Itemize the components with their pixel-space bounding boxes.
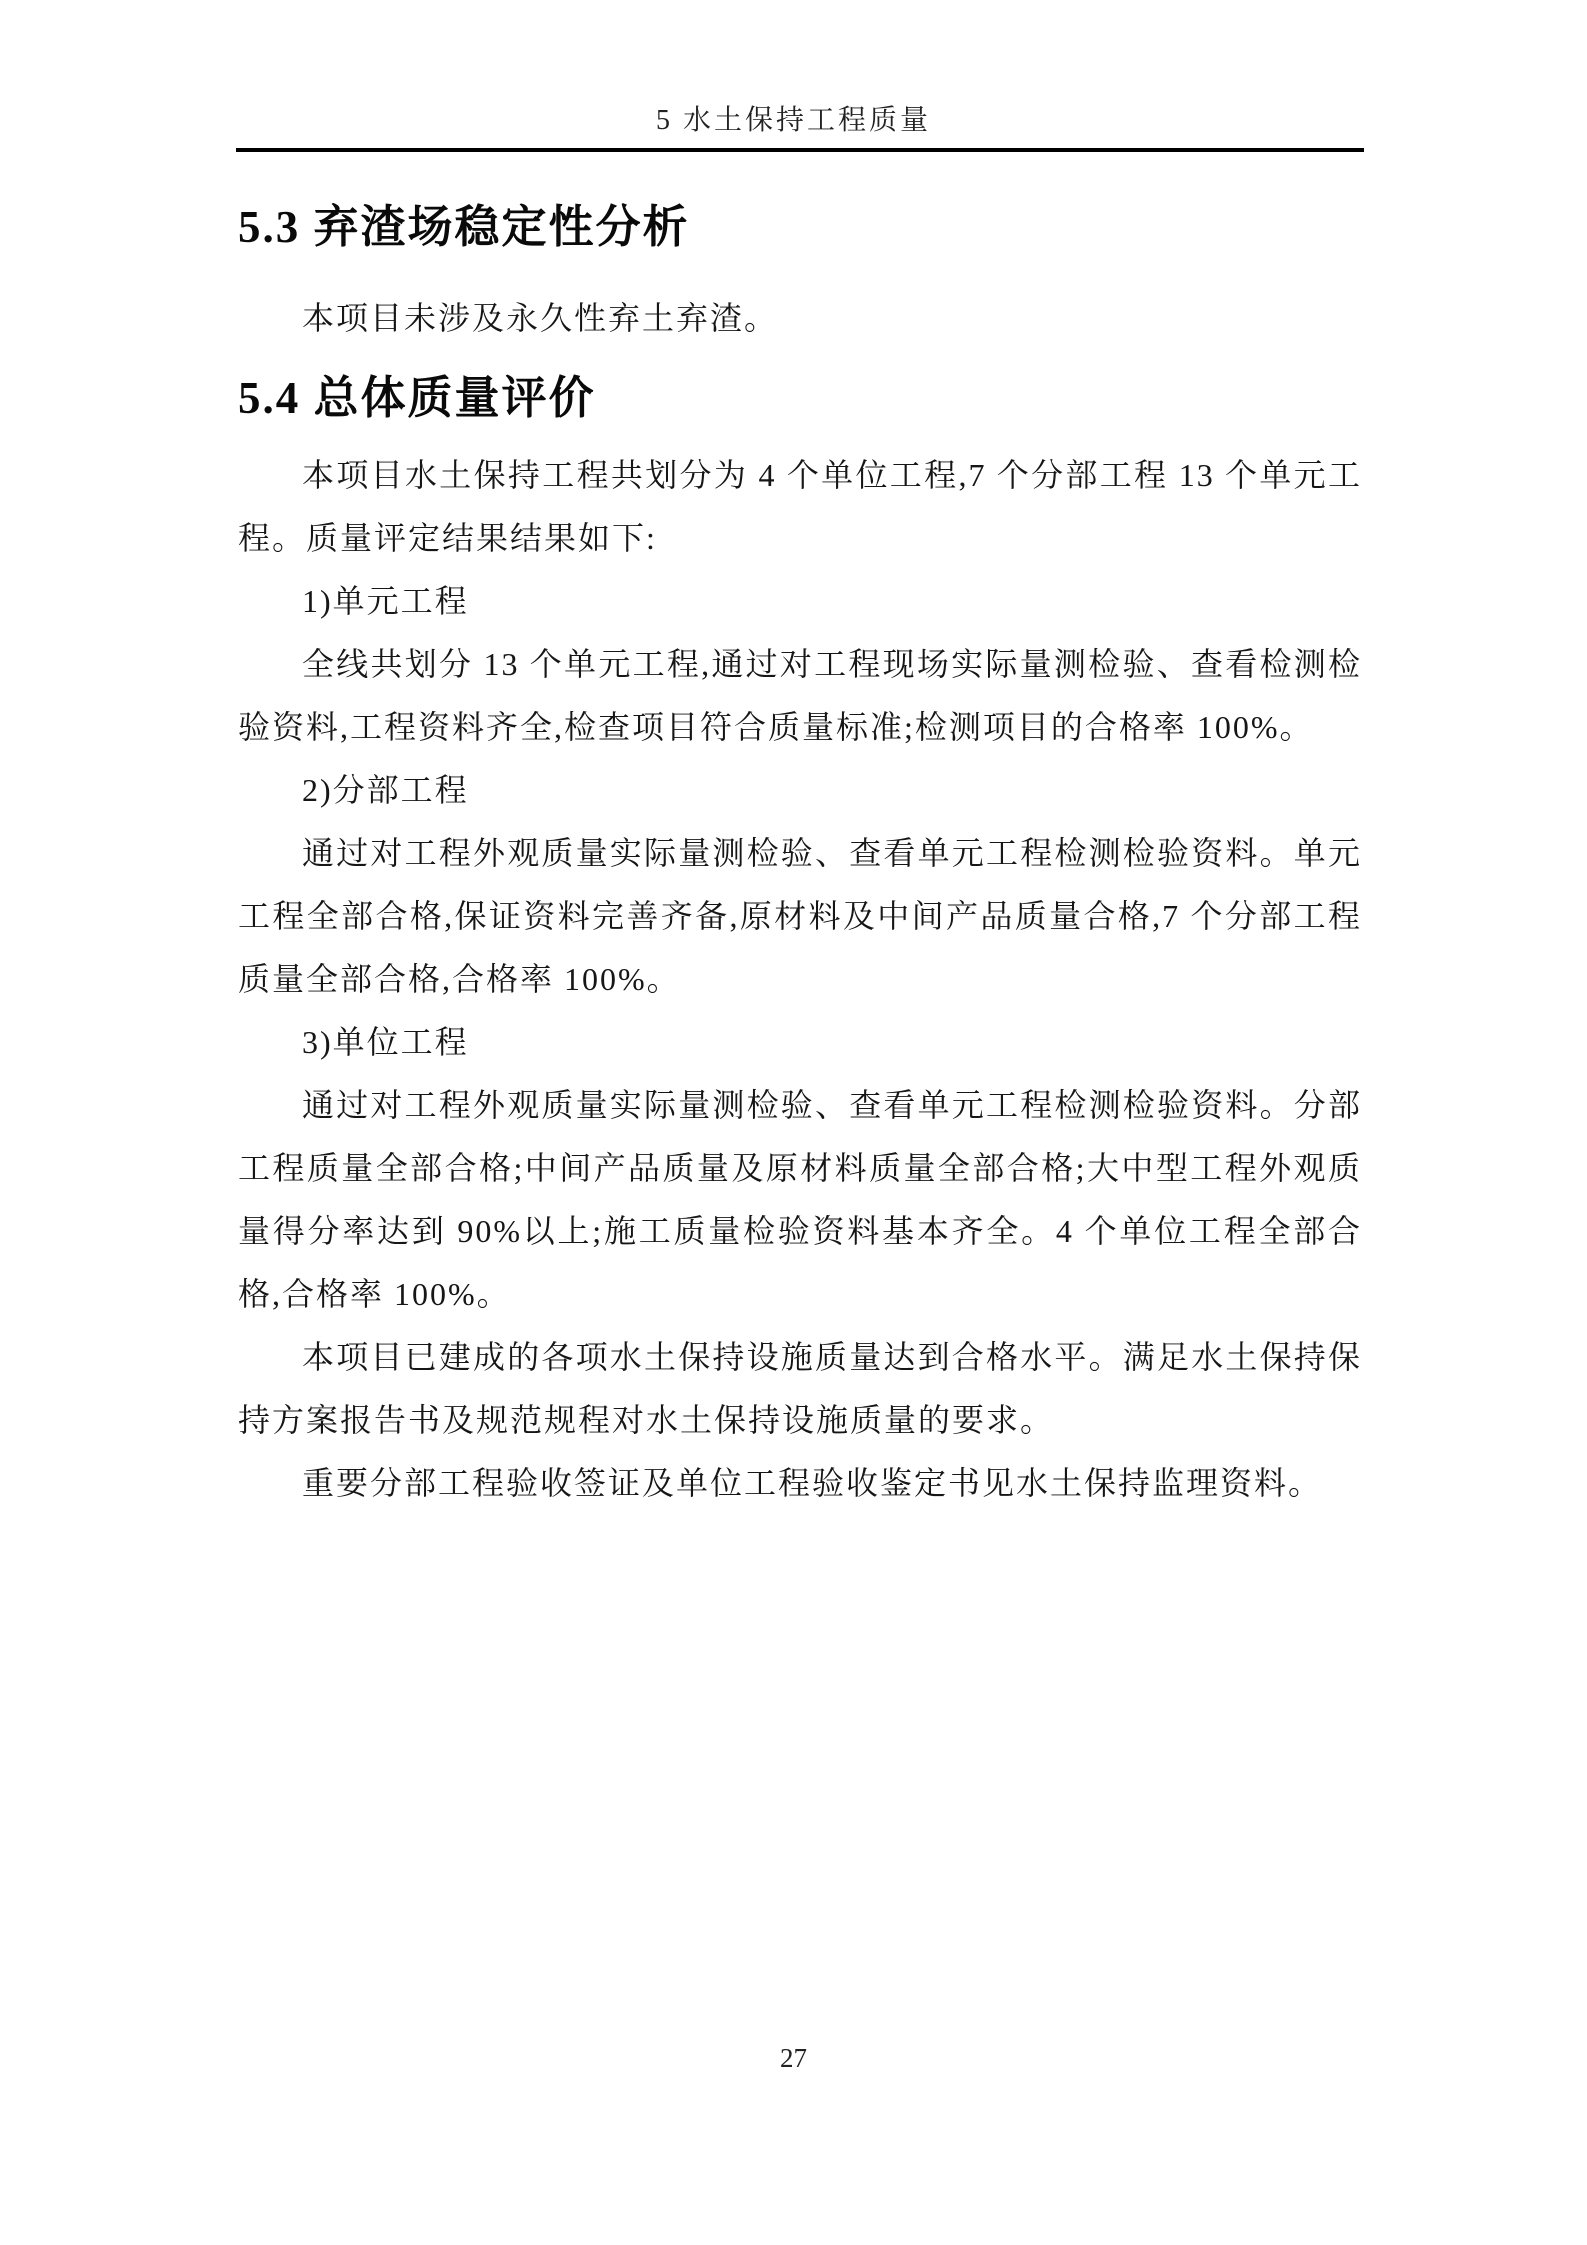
list-item-2-division-works: 2)分部工程 xyxy=(302,772,469,808)
paragraph-unit-project-detail: 通过对工程外观质量实际量测检验、查看单元工程检测检验资料。分部工程质量全部合格;中间产品质量及原材料质量全部合格;大中型工程外观质量得分率达到 90%以上;施工质量检验资料基本齐全。4 个单位工程全部合格,合格率 100%。 xyxy=(238,1087,1362,1312)
paragraph-5-3-1: 本项目未涉及永久性弃土弃渣。 xyxy=(302,300,779,336)
section-heading-5-4: 5.4 总体质量评价 xyxy=(238,373,596,423)
paragraph-5-4-1: 本项目水土保持工程共划分为 4 个单位工程,7 个分部工程 13 个单元工程。质量评定结果结果如下: xyxy=(238,457,1362,556)
list-item-1-unit-works: 1)单元工程 xyxy=(302,583,469,619)
page-number: 27 xyxy=(780,2043,807,2073)
section-heading-5-3: 5.3 弃渣场稳定性分析 xyxy=(238,202,690,252)
paragraph-quality-conclusion: 本项目已建成的各项水土保持设施质量达到合格水平。满足水土保持保持方案报告书及规范规程对水土保持设施质量的要求。 xyxy=(238,1339,1362,1438)
paragraph-acceptance-reference: 重要分部工程验收签证及单位工程验收鉴定书见水土保持监理资料。 xyxy=(302,1465,1323,1501)
paragraph-unit-works-detail: 全线共划分 13 个单元工程,通过对工程现场实际量测检验、查看检测检验资料,工程资料齐全,检查项目符合质量标准;检测项目的合格率 100%。 xyxy=(238,646,1362,745)
paragraph-division-works-detail: 通过对工程外观质量实际量测检验、查看单元工程检测检验资料。单元工程全部合格,保证资料完善齐备,原材料及中间产品质量合格,7 个分部工程质量全部合格,合格率 100%。 xyxy=(238,835,1362,997)
page-header-title: 5 水土保持工程质量 xyxy=(655,105,931,136)
list-item-3-unit-project: 3)单位工程 xyxy=(302,1024,469,1060)
page-body xyxy=(238,0,1362,1515)
